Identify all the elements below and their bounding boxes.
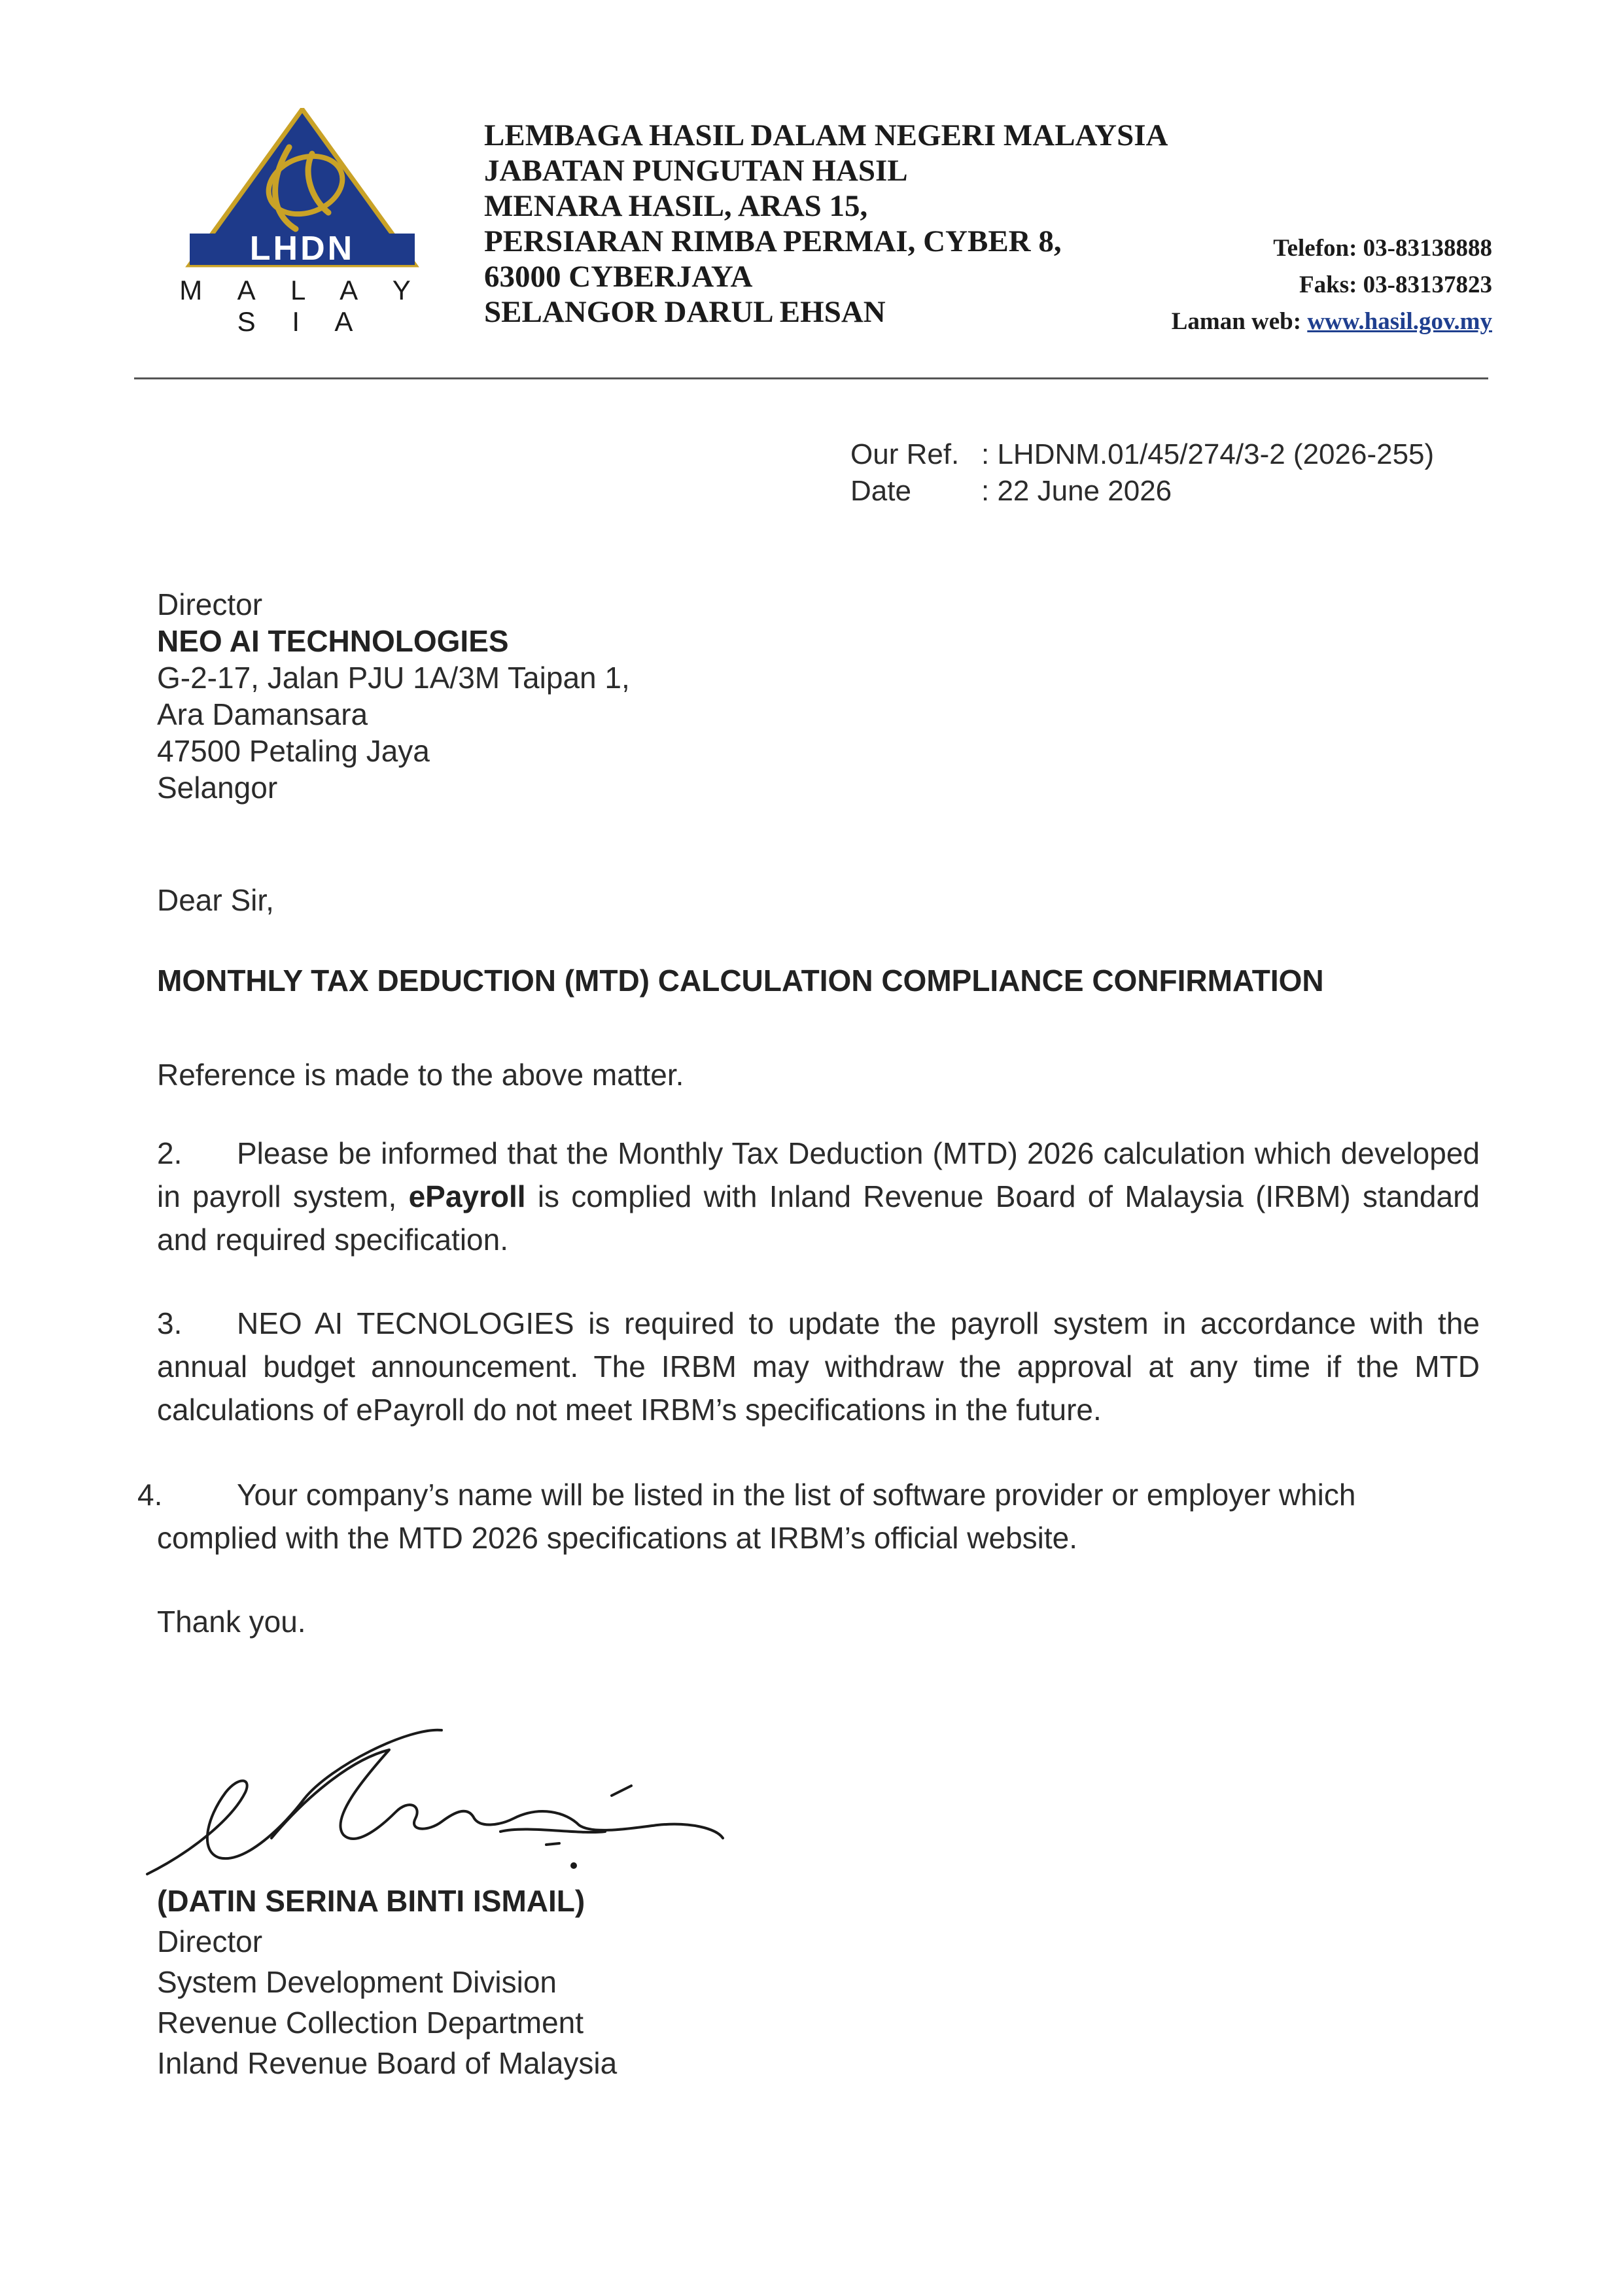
website xyxy=(1172,304,1492,340)
paragraph-text: Your company’s name will be listed in the list of software provider or employer which xyxy=(237,1478,1356,1512)
telephone: Telefon: 03-83138888 xyxy=(1273,235,1492,262)
org-line: PERSIARAN RIMBA PERMAI, CYBER 8, xyxy=(484,224,1062,258)
address-line: Ara Damansara xyxy=(157,697,368,731)
date-value: : 22 June 2026 xyxy=(981,475,1172,507)
logo-country: M A L A Y S I A xyxy=(179,275,425,337)
recipient-title: Director xyxy=(157,587,263,621)
reference-block xyxy=(850,436,1434,510)
signatory-division: System Development Division xyxy=(157,1965,557,1999)
paragraph-number: 3. xyxy=(157,1306,183,1340)
signatory-name: (DATIN SERINA BINTI ISMAIL) xyxy=(157,1884,585,1918)
website-label: Laman web: xyxy=(1171,308,1308,335)
org-line: SELANGOR DARUL EHSAN xyxy=(484,295,886,329)
contact-info xyxy=(1172,230,1492,340)
ref-label: Our Ref. xyxy=(850,438,960,470)
address-line: Selangor xyxy=(157,771,278,805)
org-line: 63000 CYBERJAYA xyxy=(484,260,753,294)
signature-icon xyxy=(134,1720,762,1897)
signatory-block xyxy=(157,1881,617,2083)
paragraph-3 xyxy=(157,1302,1480,1431)
address-line: G-2-17, Jalan PJU 1A/3M Taipan 1, xyxy=(157,661,630,695)
ref-value: : LHDNM.01/45/274/3-2 (2026-255) xyxy=(981,438,1435,470)
address-line: 47500 Petaling Jaya xyxy=(157,734,430,768)
letter-subject: MONTHLY TAX DEDUCTION (MTD) CALCULATION COMPLIANCE CONFIRMATION xyxy=(157,964,1324,998)
paragraph-text: Please be informed that the Monthly Tax Deduction (MTD) 2026 calculation which developed in payroll system, xyxy=(157,1136,1480,1213)
recipient-address xyxy=(157,586,630,806)
paragraph-number: 4. xyxy=(137,1478,163,1512)
reference-line: Reference is made to the above matter. xyxy=(157,1058,684,1092)
salutation: Dear Sir, xyxy=(157,883,274,917)
date-label: Date xyxy=(850,475,911,507)
paragraph-4 xyxy=(137,1473,1480,1559)
product-name: ePayroll xyxy=(408,1179,526,1213)
org-line: MENARA HASIL, ARAS 15, xyxy=(484,189,868,223)
website-link[interactable]: www.hasil.gov.my xyxy=(1307,308,1492,335)
paragraph-number: 2. xyxy=(157,1136,183,1170)
organization-address xyxy=(484,118,1168,330)
closing: Thank you. xyxy=(157,1605,306,1639)
signatory-department: Revenue Collection Department xyxy=(157,2006,584,2040)
paragraph-text: complied with the MTD 2026 specifications at IRBM’s official website. xyxy=(157,1521,1078,1555)
lhdn-triangle-emblem-icon xyxy=(171,108,459,271)
recipient-company: NEO AI TECHNOLOGIES xyxy=(157,624,509,658)
lhdn-logo xyxy=(171,108,459,337)
paragraph-text: NEO AI TECNOLOGIES is required to update the payroll system in accordance with the annual budget announcement. The IRBM may withdraw the approval at any time if the MTD calculations of ePayroll do not meet IRBM’s specifications in the future. xyxy=(157,1306,1480,1427)
signatory-organization: Inland Revenue Board of Malaysia xyxy=(157,2046,618,2080)
logo-text: LHDN xyxy=(249,230,355,268)
header-divider xyxy=(134,377,1488,379)
handwritten-signature xyxy=(134,1720,762,1897)
org-line: JABATAN PUNGUTAN HASIL xyxy=(484,154,908,188)
paragraph-2 xyxy=(157,1132,1480,1261)
org-line: LEMBAGA HASIL DALAM NEGERI MALAYSIA xyxy=(484,118,1168,152)
signatory-title: Director xyxy=(157,1924,263,1958)
paragraph-text: is complied with Inland Revenue Board of Malaysia (IRBM) standard and required specification. xyxy=(157,1179,1480,1257)
fax: Faks: 03-83137823 xyxy=(1299,271,1492,298)
